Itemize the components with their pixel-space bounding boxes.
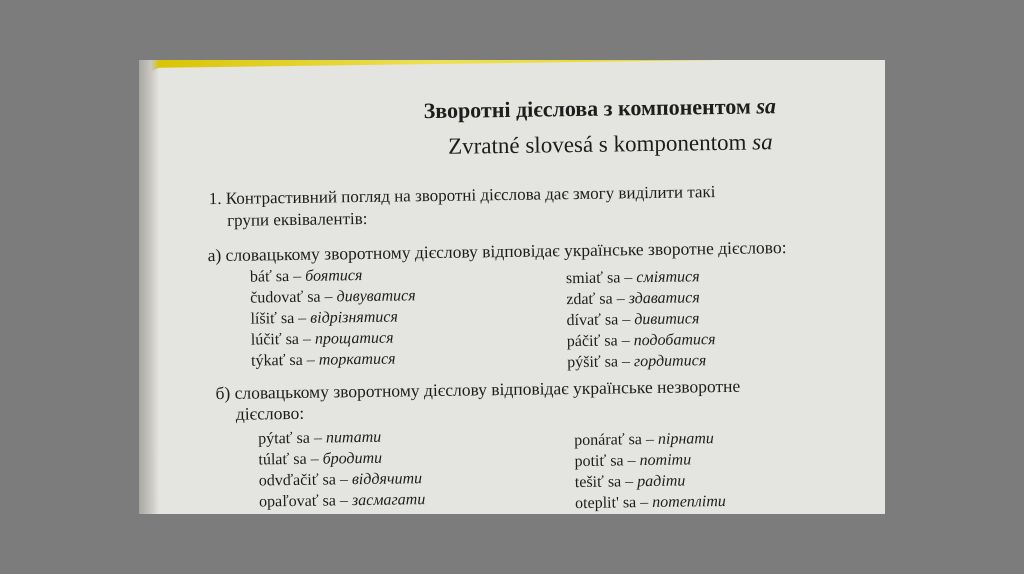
group-b-right-row (574, 451, 691, 471)
slovak-verb: lúčiť sa – (250, 330, 312, 349)
ukrainian-verb: віддячити (351, 470, 423, 489)
ukrainian-verb: сміятися (636, 268, 700, 287)
ukrainian-verb: прощатися (314, 329, 394, 348)
title-slovak-sa: sa (751, 129, 773, 155)
item-b-heading-line-1: б) словацькому зворотному дієслову відповідає українське незворотне (215, 375, 741, 404)
group-a-right-row (567, 352, 706, 372)
ukrainian-verb: потіти (639, 451, 692, 470)
slovak-verb: ponárať sa – (574, 430, 655, 450)
group-a-left-row (251, 351, 396, 371)
slovak-verb: potiť sa – (574, 452, 636, 471)
group-a-right-row (566, 268, 700, 288)
ukrainian-verb: торкатися (318, 350, 396, 369)
title-ukrainian (423, 93, 776, 124)
slovak-verb: túlať sa – (258, 450, 319, 469)
group-a-left-row (250, 267, 363, 287)
slovak-verb: pýtať sa – (258, 429, 323, 448)
slovak-verb: smiať sa – (565, 269, 633, 288)
title-ukrainian-sa: sa (756, 93, 777, 119)
ukrainian-verb: потеплiти (652, 492, 726, 511)
group-b-left-row (259, 470, 423, 490)
slovak-verb: báť sa – (249, 267, 302, 286)
group-b-left-row (258, 429, 381, 449)
book-page (147, 60, 885, 514)
ukrainian-verb: пірнати (657, 430, 714, 448)
slovak-verb: pýšiť sa – (567, 353, 631, 372)
group-b-left-row (258, 450, 382, 470)
item-b-heading-line-2: дієслово: (235, 402, 305, 424)
ukrainian-verb: боятися (305, 267, 363, 285)
ukrainian-verb: засмагати (351, 491, 426, 510)
group-a-right-row (566, 310, 699, 330)
slovak-verb: dívať sa – (566, 311, 631, 330)
group-a-left-row (250, 309, 398, 329)
ukrainian-verb: питати (325, 428, 382, 447)
item-a-heading: а) словацькому зворотному дієслову відповідає українське зворотне дієслово: (207, 237, 787, 266)
point-1-line-2: групи еквівалентів: (227, 208, 368, 230)
title-ukrainian-text: Зворотні дієслова з компонентом (423, 93, 752, 124)
slovak-verb: opaľovať sa – (258, 492, 349, 511)
slovak-verb: zdať sa – (566, 290, 625, 309)
group-b-right-row (575, 473, 686, 493)
ukrainian-verb: бродити (322, 449, 383, 468)
book-photo (139, 60, 885, 514)
slovak-verb: páčiť sa – (566, 332, 630, 351)
page-gutter-shadow (139, 60, 159, 514)
group-b-right-row (574, 430, 714, 450)
slovak-verb: tešiť sa – (574, 473, 634, 492)
ukrainian-verb: гордитися (633, 352, 707, 371)
group-a-left-row (251, 330, 394, 350)
slovak-verb: líšiť sa – (250, 309, 307, 328)
title-slovak-text: Zvratné slovesá s komponentom (447, 129, 747, 159)
slovak-verb: oteplit' sa – (575, 494, 649, 513)
group-a-left-row (250, 287, 416, 307)
ukrainian-verb: подобатися (633, 331, 716, 350)
group-a-right-row (566, 289, 700, 309)
group-a-right-row (567, 331, 716, 351)
group-b-right-row (575, 493, 726, 513)
ukrainian-verb: здаватися (628, 289, 700, 308)
ukrainian-verb: дивитися (634, 310, 700, 329)
ukrainian-verb: дивуватися (336, 287, 416, 306)
ukrainian-verb: радіти (637, 472, 686, 491)
point-1-line-1: 1. Контрастивний погляд на зворотні дієслова дає змогу виділити такі (208, 182, 716, 209)
slovak-verb: týkať sa – (250, 351, 315, 370)
slovak-verb: odvďačiť sa – (258, 471, 349, 490)
ukrainian-verb: відрізнятися (310, 308, 398, 327)
title-slovak (448, 129, 773, 160)
slovak-verb: čudovať sa – (250, 288, 333, 307)
group-b-left-row (259, 491, 425, 511)
